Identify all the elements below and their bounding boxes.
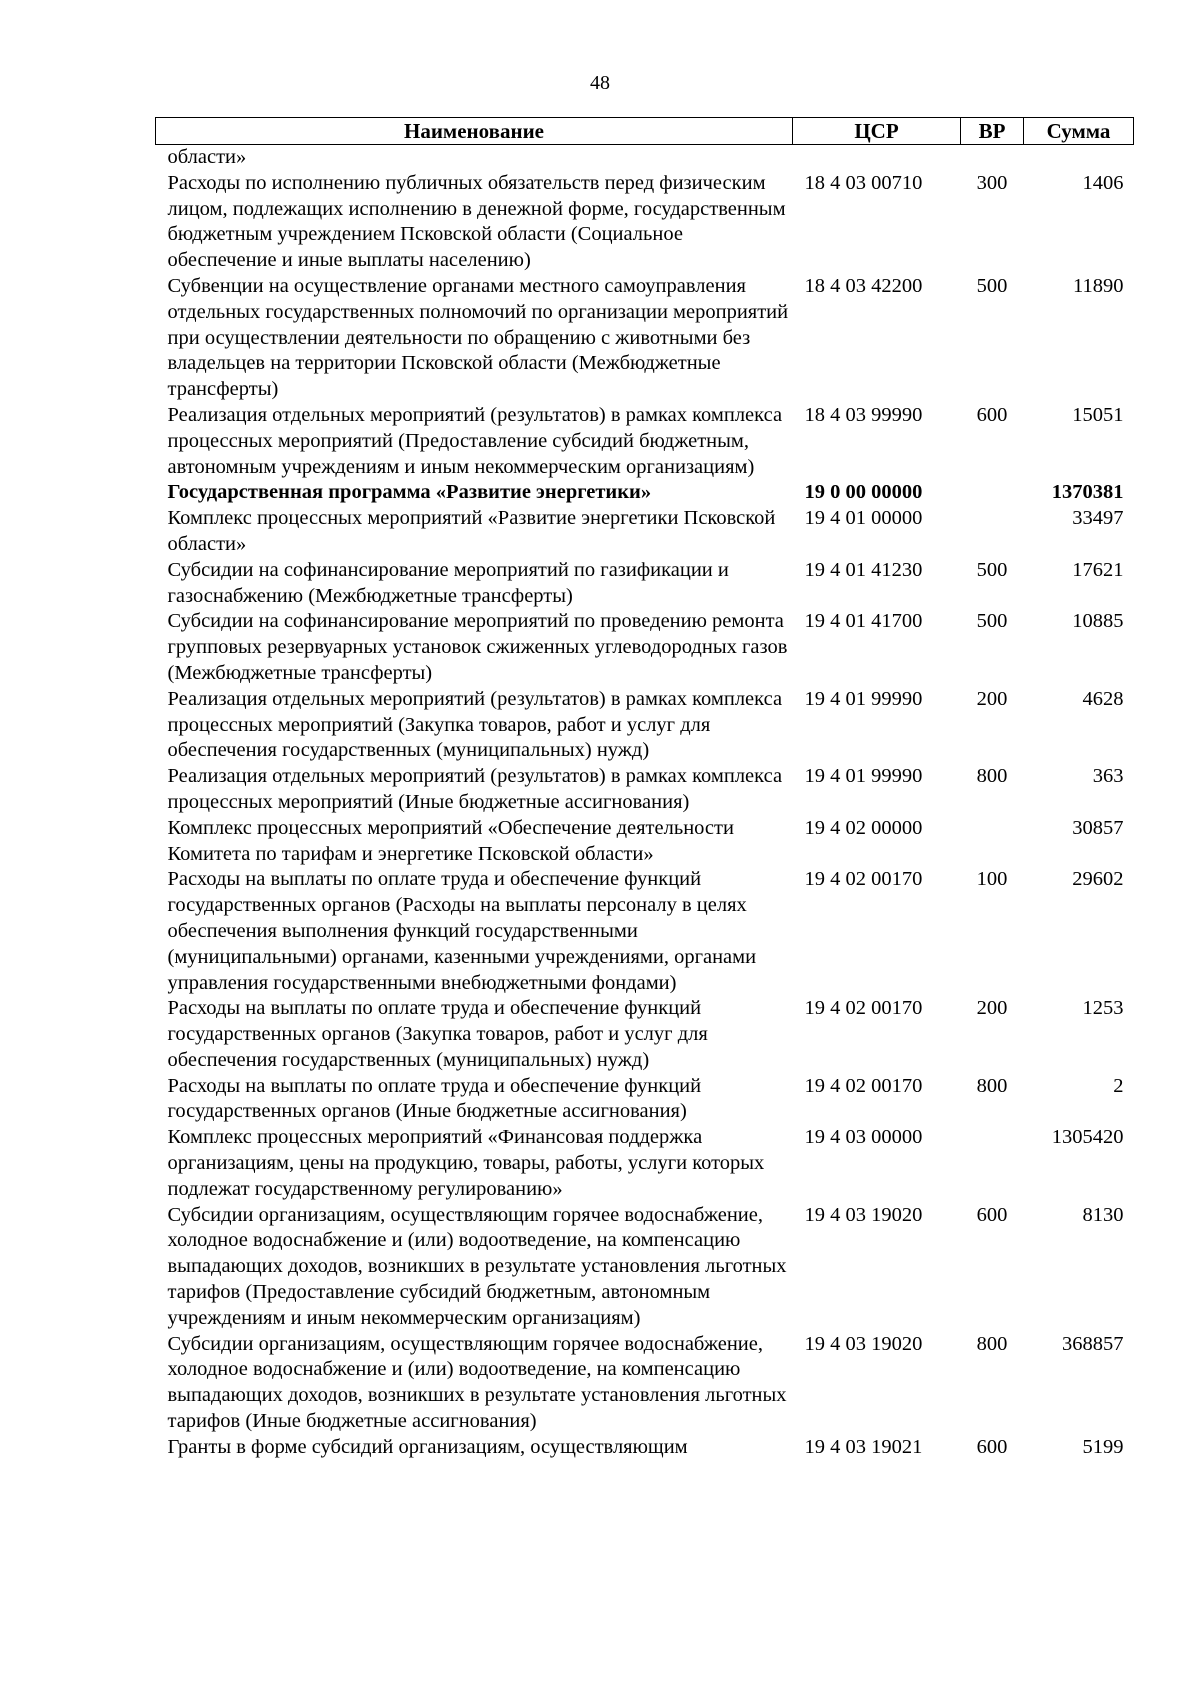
header-vr: ВР — [961, 118, 1024, 145]
row-vr: 800 — [976, 765, 1008, 788]
budget-table-container — [155, 117, 1133, 1461]
row-csr: 19 4 02 00170 — [804, 868, 923, 891]
row-csr: 19 4 01 00000 — [804, 507, 923, 530]
table-row — [156, 687, 1134, 764]
row-vr — [961, 145, 1024, 171]
row-vr — [961, 506, 1024, 558]
row-vr: 500 — [976, 274, 1008, 297]
row-name: Реализация отдельных мероприятий (результатов) в рамках комплекса процессных мероприятий (Предоставление субсидий бюджетным, автономным учреждениям и иным некоммерческим организациям) — [167, 403, 783, 478]
table-row — [156, 145, 1134, 171]
row-name: Субсидии организациям, осуществляющим горячее водоснабжение, холодное водоснабжение и (или) водоотведение, на компенсацию выпадающих доходов, возникших в результате установления льготных тарифов (Иные бюджетные ассигнования) — [167, 1332, 787, 1433]
row-vr: 100 — [976, 868, 1008, 891]
row-sum: 33497 — [1072, 507, 1124, 530]
row-vr: 200 — [976, 997, 1008, 1020]
table-row — [156, 764, 1134, 816]
row-csr: 18 4 03 99990 — [804, 403, 923, 426]
row-sum: 17621 — [1072, 558, 1124, 581]
row-name: Расходы на выплаты по оплате труда и обеспечение функций государственных органов (Расходы на выплаты персоналу в целях обеспечения выполнения функций государственными (муниципальными) органами, казенными учреждениями, органами управления государственными внебюджетными фондами) — [167, 868, 757, 994]
table-row — [156, 1332, 1134, 1435]
row-csr: 19 0 00 00000 — [804, 481, 923, 504]
row-csr: 19 4 03 19021 — [804, 1435, 923, 1458]
row-csr: 19 4 02 00170 — [804, 1074, 923, 1097]
row-vr: 500 — [976, 610, 1008, 633]
row-sum: 15051 — [1072, 403, 1124, 426]
row-name: Субсидии организациям, осуществляющим горячее водоснабжение, холодное водоснабжение и (или) водоотведение, на компенсацию выпадающих доходов, возникших в результате установления льготных тарифов (Предоставление субсидий бюджетным, автономным учреждениям и иным некоммерческим организациям) — [167, 1203, 787, 1329]
row-name: Субсидии на софинансирование мероприятий по газификации и газоснабжению (Межбюджетные трансферты) — [167, 558, 729, 607]
table-header-row — [156, 118, 1134, 145]
row-csr: 19 4 03 00000 — [804, 1126, 923, 1149]
row-csr: 19 4 01 99990 — [804, 765, 923, 788]
header-sum: Сумма — [1024, 118, 1134, 145]
row-name: Гранты в форме субсидий организациям, осуществляющим — [167, 1435, 688, 1458]
row-csr: 19 4 01 99990 — [804, 687, 923, 710]
table-row — [156, 1074, 1134, 1126]
row-csr: 18 4 03 42200 — [804, 274, 923, 297]
table-row — [156, 171, 1134, 274]
row-name: Субсидии на софинансирование мероприятий по проведению ремонта групповых резервуарных установок сжиженных углеводородных газов (Межбюджетные трансферты) — [167, 610, 788, 684]
row-csr — [793, 145, 961, 171]
table-row — [156, 609, 1134, 686]
row-csr: 19 4 01 41700 — [804, 610, 923, 633]
row-name: Реализация отдельных мероприятий (результатов) в рамках комплекса процессных мероприятий (Закупка товаров, работ и услуг для обеспечения государственных (муниципальных) нужд) — [167, 687, 783, 762]
row-vr: 600 — [976, 1203, 1008, 1226]
row-csr: 18 4 03 00710 — [804, 171, 923, 194]
row-vr — [961, 816, 1024, 868]
row-name: Комплекс процессных мероприятий «Финансовая поддержка организациям, цены на продукцию, товары, работы, услуги которых подлежат государственному регулированию» — [167, 1126, 765, 1200]
row-name: Реализация отдельных мероприятий (результатов) в рамках комплекса процессных мероприятий (Иные бюджетные ассигнования) — [167, 765, 783, 813]
row-sum: 1406 — [1082, 171, 1124, 194]
row-sum: 4628 — [1082, 687, 1124, 710]
table-row — [156, 996, 1134, 1073]
row-sum — [1024, 145, 1134, 171]
row-sum: 2 — [1113, 1074, 1124, 1097]
table-body — [156, 145, 1134, 1461]
row-name: Комплекс процессных мероприятий «Развитие энергетики Псковской области» — [167, 507, 776, 555]
header-csr: ЦСР — [793, 118, 961, 145]
row-sum: 1370381 — [1051, 481, 1124, 504]
row-vr: 500 — [976, 558, 1008, 581]
row-vr — [961, 480, 1024, 506]
row-csr: 19 4 03 19020 — [804, 1332, 923, 1355]
row-sum: 1305420 — [1051, 1126, 1124, 1149]
row-sum: 29602 — [1072, 868, 1124, 891]
row-csr: 19 4 01 41230 — [804, 558, 923, 581]
table-row-program — [156, 480, 1134, 506]
row-name: Расходы по исполнению публичных обязательств перед физическим лицом, подлежащих исполнению в денежной форме, государственным бюджетным учреждением Псковской области (Социальное обеспечение и иные выплаты населению) — [167, 171, 786, 272]
row-vr: 800 — [976, 1332, 1008, 1355]
row-name: Расходы на выплаты по оплате труда и обеспечение функций государственных органов (Закупка товаров, работ и услуг для обеспечения государственных (муниципальных) нужд) — [167, 997, 708, 1071]
row-vr: 200 — [976, 687, 1008, 710]
table-row — [156, 1435, 1134, 1461]
row-sum: 1253 — [1082, 997, 1124, 1020]
table-row — [156, 558, 1134, 610]
table-row — [156, 274, 1134, 403]
budget-table — [155, 117, 1134, 1461]
row-csr: 19 4 03 19020 — [804, 1203, 923, 1226]
row-csr: 19 4 02 00170 — [804, 997, 923, 1020]
table-row — [156, 506, 1134, 558]
row-vr: 600 — [976, 1435, 1008, 1458]
page-number: 48 — [590, 72, 610, 94]
row-name: Субвенции на осуществление органами местного самоуправления отдельных государственных полномочий по организации мероприятий при осуществлении деятельности по обращению с животными без владельцев на территории Псковской области (Межбюджетные трансферты) — [167, 274, 789, 401]
table-row — [156, 1203, 1134, 1332]
row-sum: 368857 — [1062, 1332, 1124, 1355]
row-sum: 10885 — [1072, 610, 1124, 633]
table-row — [156, 816, 1134, 868]
row-name: Комплекс процессных мероприятий «Обеспечение деятельности Комитета по тарифам и энергетике Псковской области» — [167, 816, 734, 865]
row-sum: 30857 — [1072, 816, 1124, 839]
row-vr: 300 — [976, 171, 1008, 194]
table-row — [156, 1125, 1134, 1202]
row-vr: 800 — [976, 1074, 1008, 1097]
row-csr: 19 4 02 00000 — [804, 816, 923, 839]
row-sum: 11890 — [1073, 274, 1124, 297]
table-row — [156, 403, 1134, 480]
row-sum: 363 — [1092, 765, 1124, 788]
row-name: Расходы на выплаты по оплате труда и обеспечение функций государственных органов (Иные бюджетные ассигнования) — [167, 1074, 702, 1123]
header-name: Наименование — [156, 118, 793, 145]
row-sum: 8130 — [1082, 1203, 1124, 1226]
table-row — [156, 867, 1134, 996]
row-name: Государственная программа «Развитие энергетики» — [167, 481, 652, 504]
row-vr: 600 — [976, 403, 1008, 426]
row-name: области» — [167, 146, 247, 168]
row-sum: 5199 — [1082, 1435, 1124, 1458]
row-vr — [961, 1125, 1024, 1202]
